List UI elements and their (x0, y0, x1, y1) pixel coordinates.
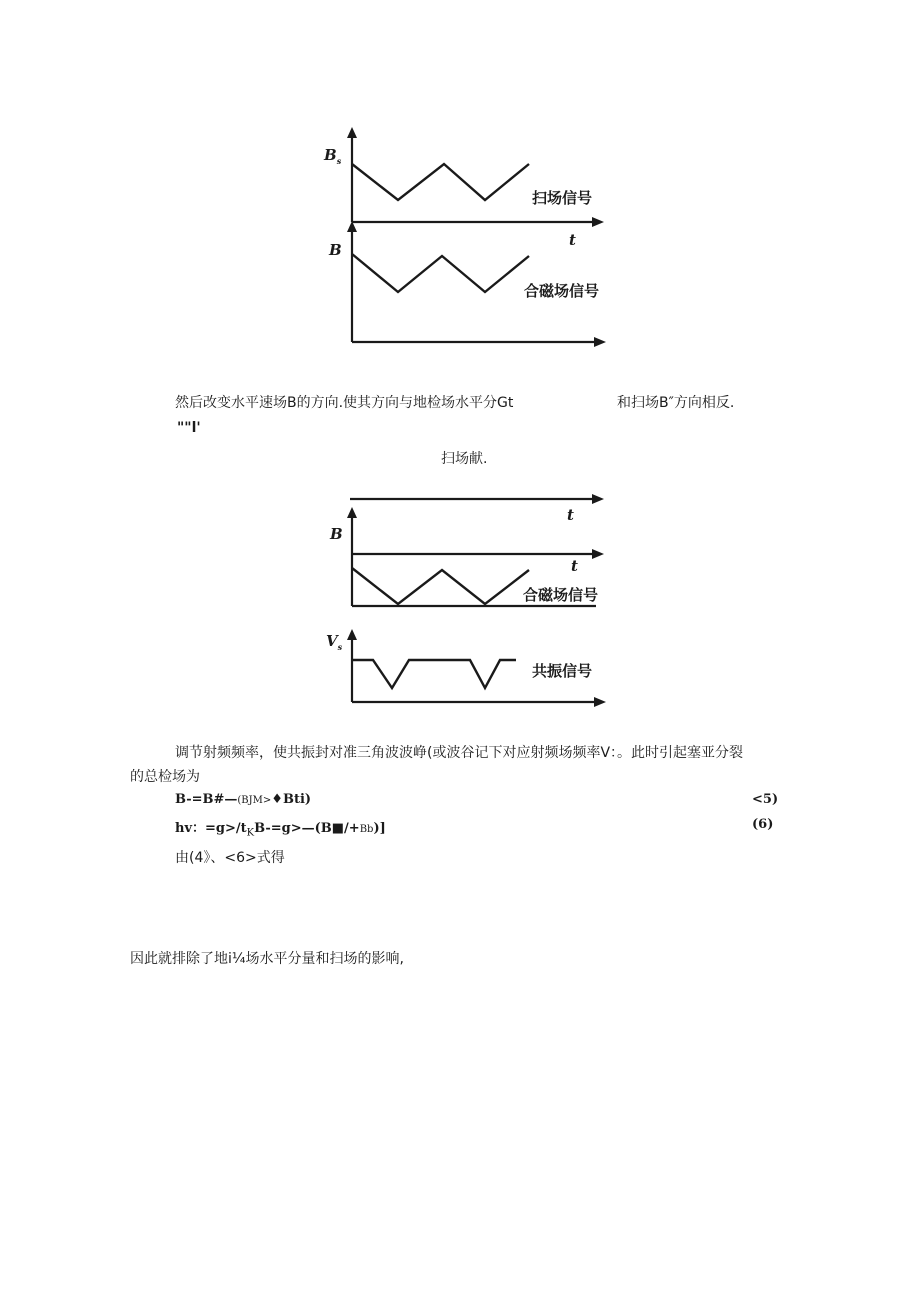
fig1-top-axis-label: $B_s$ (324, 146, 342, 166)
fig2-axis-label-b: B (330, 525, 343, 543)
para1-line1-right: 和扫场B″方向相反. (617, 395, 735, 411)
equation-5-number: <5) (752, 792, 779, 807)
fig2-resonance-wave (352, 660, 516, 688)
fig2-top-arrow (592, 494, 604, 504)
fig2-total-wave (352, 568, 529, 604)
fig1-top-x-arrow (592, 217, 604, 227)
fig2-axis-label-v: $V_s$ (326, 632, 343, 652)
fig1-bottom-x-arrow (594, 337, 606, 347)
fig1-top-y-arrow (347, 127, 357, 138)
fig1-total-wave (352, 254, 529, 292)
para2-line2: 的总检场为 (130, 769, 200, 785)
figure-1 (318, 124, 608, 350)
fig2-signal-label-2: 共振信号 (532, 662, 593, 680)
fig2-bottom-y-arrow (347, 629, 357, 640)
para2-line1: 调节射频频率，使共振封对准三角波波峥(或波谷记下对应射频场频率V：。此时引起塞亚分裂 (175, 745, 744, 761)
equation-5: B-=B#—(BJM>♦Bti) (175, 792, 312, 807)
fig1-top-signal-label: 扫场信号 (532, 189, 593, 207)
fig1-bottom-signal-label: 合磁场信号 (524, 282, 600, 300)
para4: 因此就排除了地i¼场水平分量和扫场的影响, (130, 951, 404, 967)
fig2-mid-y-arrow (347, 507, 357, 518)
figure-2 (318, 488, 608, 710)
para1-line1-left: 然后改变水平速场B的方向.使其方向与地检场水平分Gt (175, 395, 514, 411)
equation-6: hv：$=g>/t_KB-=g>—(B■/+Bb)$] (175, 821, 386, 839)
para1-line2: ""l' (177, 420, 201, 436)
equation-6-number: (6) (752, 817, 774, 832)
fig2-bottom-x-arrow (594, 697, 606, 707)
fig1-sweep-wave (352, 164, 529, 200)
fig1-top-t-label: t (569, 231, 576, 249)
para3: 由(4》、<6>式得 (175, 850, 285, 866)
fig1-bottom-axis-label: B (329, 241, 342, 259)
fig2-constant-arrow (592, 549, 604, 559)
fig2-t-label-1: t (567, 506, 574, 524)
fig2-signal-label-1: 合磁场信号 (523, 586, 599, 604)
para1-line3: 扫场献. (441, 451, 488, 467)
fig2-t-label-2: t (571, 557, 578, 575)
